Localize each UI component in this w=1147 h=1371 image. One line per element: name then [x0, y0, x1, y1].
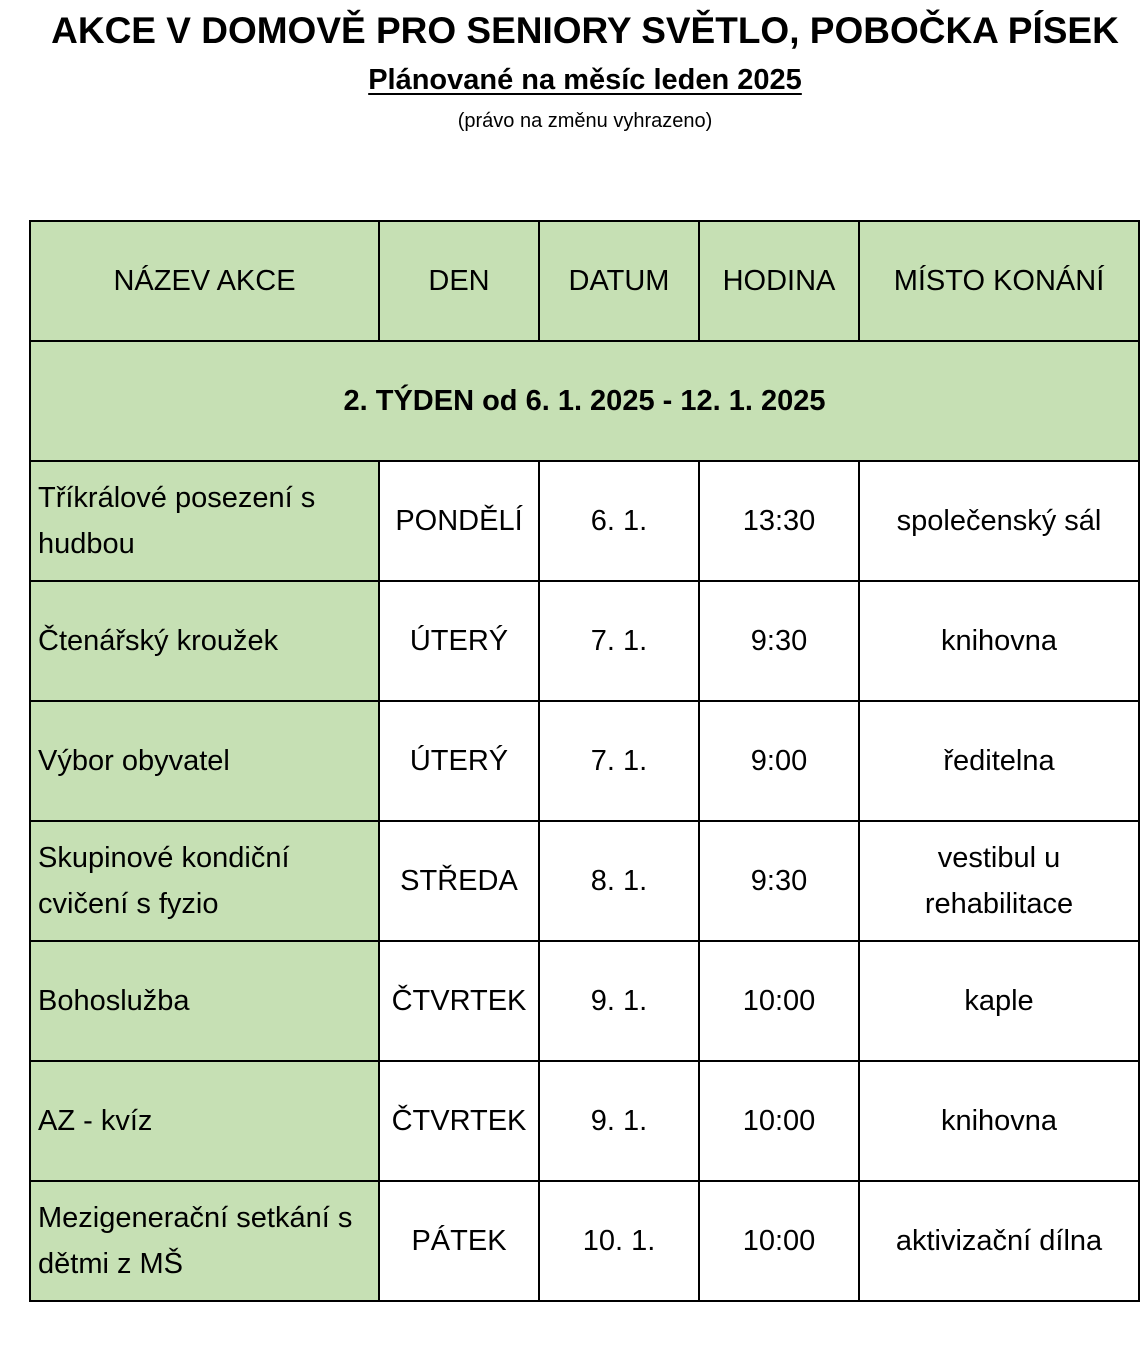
column-header-place: MÍSTO KONÁNÍ [859, 221, 1139, 341]
event-day: PÁTEK [379, 1181, 539, 1301]
event-name: AZ - kvíz [30, 1061, 379, 1181]
event-time: 9:30 [699, 581, 859, 701]
event-time: 9:00 [699, 701, 859, 821]
table-row [30, 581, 1139, 701]
week-row [30, 341, 1139, 461]
table-row [30, 941, 1139, 1061]
event-date: 9. 1. [539, 941, 699, 1061]
page-subtitle: Plánované na měsíc leden 2025 [368, 64, 802, 96]
page-title: AKCE V DOMOVĚ PRO SENIORY SVĚTLO, POBOČKA PÍSEK [51, 10, 1119, 51]
event-time: 10:00 [699, 1181, 859, 1301]
events-table [29, 220, 1140, 1302]
event-date: 10. 1. [539, 1181, 699, 1301]
table-row [30, 701, 1139, 821]
event-day: STŘEDA [379, 821, 539, 941]
column-header-date: DATUM [539, 221, 699, 341]
column-header-day: DEN [379, 221, 539, 341]
table-row [30, 461, 1139, 581]
event-place: knihovna [859, 1061, 1139, 1181]
event-date: 7. 1. [539, 581, 699, 701]
event-day: ÚTERÝ [379, 581, 539, 701]
event-date: 9. 1. [539, 1061, 699, 1181]
table-row [30, 1181, 1139, 1301]
column-header-name: NÁZEV AKCE [30, 221, 379, 341]
event-place: kaple [859, 941, 1139, 1061]
event-name: Bohoslužba [30, 941, 379, 1061]
event-name: Tříkrálové posezení s hudbou [30, 461, 379, 581]
subtitle-container [0, 64, 1147, 97]
column-header-time: HODINA [699, 221, 859, 341]
event-day: ČTVRTEK [379, 1061, 539, 1181]
table-row [30, 821, 1139, 941]
event-place: knihovna [859, 581, 1139, 701]
event-name: Skupinové kondiční cvičení s fyzio [30, 821, 379, 941]
event-day: ČTVRTEK [379, 941, 539, 1061]
event-time: 9:30 [699, 821, 859, 941]
event-place: vestibul u rehabilitace [859, 821, 1139, 941]
event-time: 13:30 [699, 461, 859, 581]
event-day: PONDĚLÍ [379, 461, 539, 581]
event-place: společenský sál [859, 461, 1139, 581]
event-time: 10:00 [699, 1061, 859, 1181]
disclaimer-note: (právo na změnu vyhrazeno) [457, 110, 713, 132]
event-place: ředitelna [859, 701, 1139, 821]
event-place: aktivizační dílna [859, 1181, 1139, 1301]
week-label: 2. TÝDEN od 6. 1. 2025 - 12. 1. 2025 [30, 341, 1139, 461]
event-name: Mezigenerační setkání s dětmi z MŠ [30, 1181, 379, 1301]
table-row [30, 1061, 1139, 1181]
event-name: Výbor obyvatel [30, 701, 379, 821]
event-time: 10:00 [699, 941, 859, 1061]
event-date: 7. 1. [539, 701, 699, 821]
event-date: 8. 1. [539, 821, 699, 941]
event-date: 6. 1. [539, 461, 699, 581]
event-name: Čtenářský kroužek [30, 581, 379, 701]
table-header-row [30, 221, 1139, 341]
event-day: ÚTERÝ [379, 701, 539, 821]
